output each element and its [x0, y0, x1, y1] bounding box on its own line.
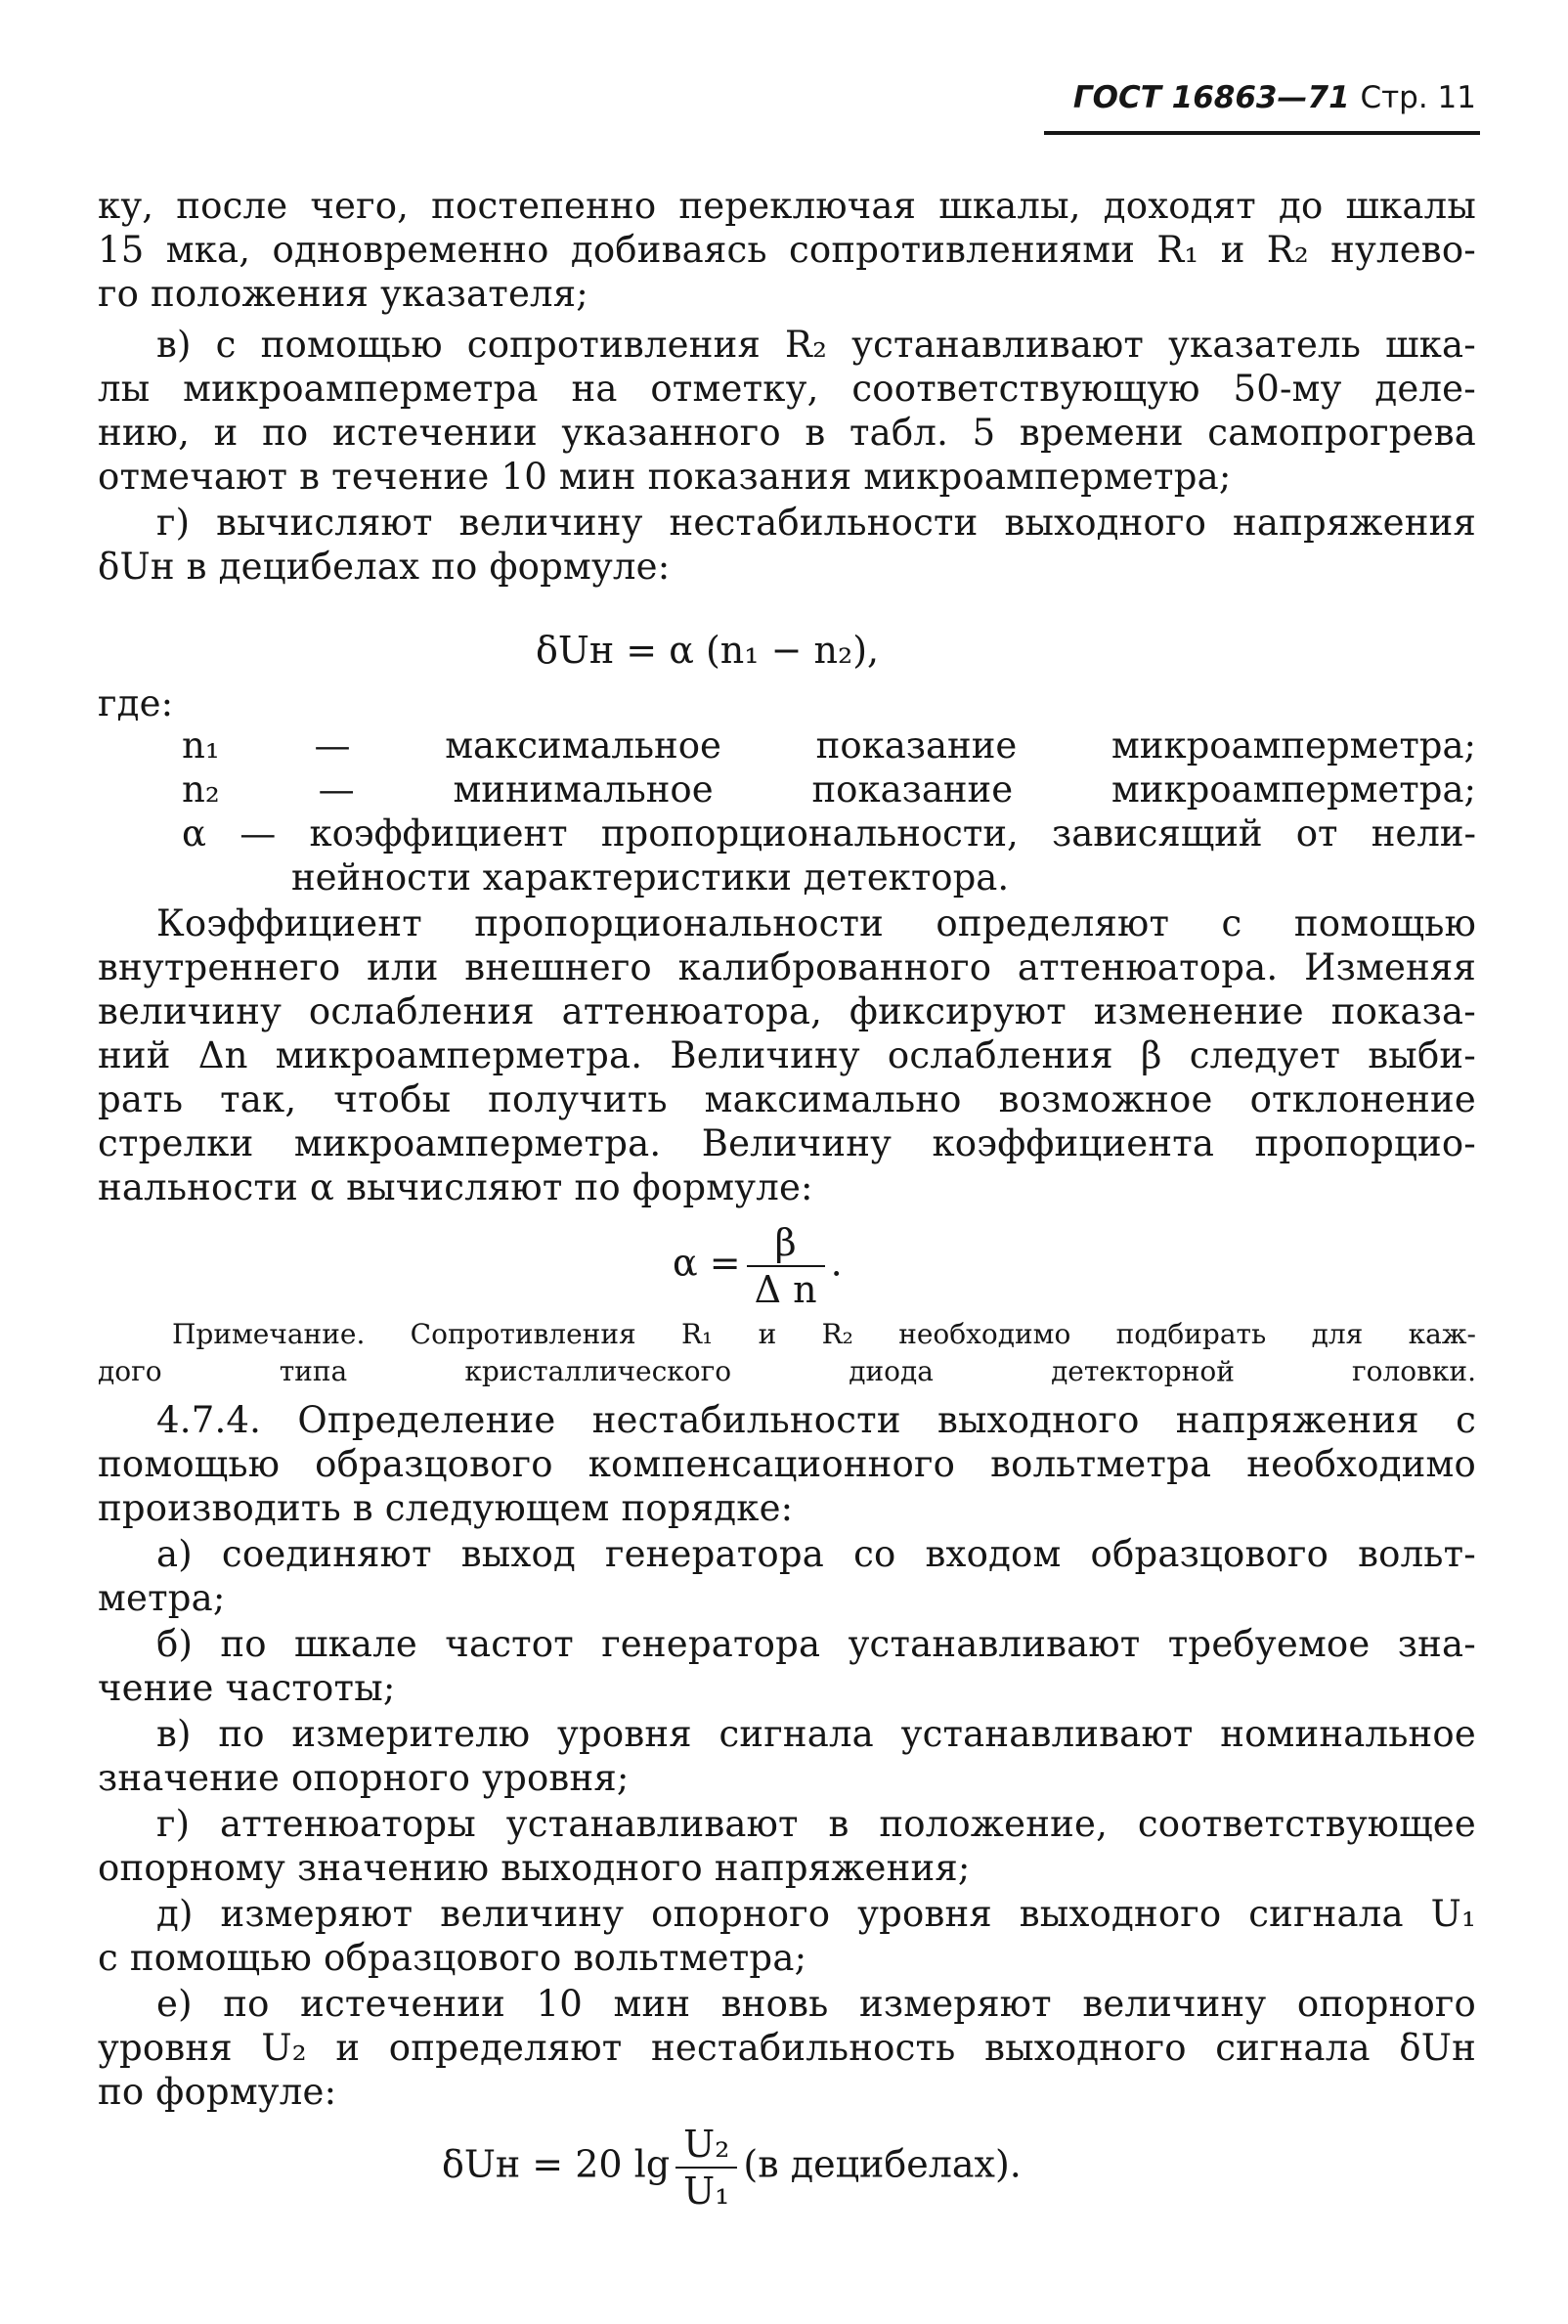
formula-decibels: δUн = 20 lg $\frac{\text{U₂}}{\text{U₁}}$ (в децибелах).: [442, 2123, 1022, 2213]
where-label: где:: [98, 682, 174, 724]
page-number: Стр. 11: [1360, 80, 1476, 115]
fraction: $\frac{\text{U₂}}{\text{U₁}}$: [675, 2122, 737, 2214]
text-line: д) измеряют величину опорного уровня выходного сигнала U₁: [156, 1893, 1476, 1935]
text-line: ку, после чего, постепенно переключая шкалы, доходят до шкалы: [98, 185, 1476, 227]
text-line: г) вычисляют величину нестабильности выходного напряжения: [156, 502, 1476, 544]
text-line: го положения указателя;: [98, 273, 588, 315]
text-line: внутреннего или внешнего калиброванного аттенюатора. Изменяя: [98, 946, 1476, 988]
text-line: в) по измерителю уровня сигнала устанавливают номинальное: [156, 1713, 1476, 1755]
text-line: чение частоты;: [98, 1667, 396, 1709]
text-line: уровня U₂ и определяют нестабильность выходного сигнала δUн: [98, 2027, 1476, 2069]
text-line: Коэффициент пропорциональности определяют с помощью: [156, 902, 1476, 944]
text-line: ний Δn микроамперметра. Величину ослабления β следует выби-: [98, 1034, 1476, 1076]
definition-n2: n₂ — минимальное показание микроамперметра;: [182, 768, 1476, 811]
text-line: с помощью образцового вольтметра;: [98, 1937, 807, 1979]
text-line: б) по шкале частот генератора устанавливают требуемое зна-: [156, 1623, 1476, 1665]
standard-number: ГОСТ 16863—71: [1072, 80, 1350, 115]
text-line: помощью образцового компенсационного вольтметра необходимо: [98, 1443, 1476, 1485]
text-line: рать так, чтобы получить максимально возможное отклонение: [98, 1078, 1476, 1120]
definition-alpha-cont: нейности характеристики детектора.: [291, 856, 1010, 899]
text-line: 15 мка, одновременно добиваясь сопротивлениями R₁ и R₂ нулево-: [98, 229, 1476, 271]
text-line: лы микроамперметра на отметку, соответствующую 50-му деле-: [98, 368, 1476, 410]
text-line: а) соединяют выход генератора со входом образцового вольт-: [156, 1533, 1476, 1575]
text-line: стрелки микроамперметра. Величину коэффициента пропорцио-: [98, 1122, 1476, 1164]
page-header: [1046, 80, 1476, 119]
text-line: е) по истечении 10 мин вновь измеряют величину опорного: [156, 1983, 1476, 2025]
formula-instability: δUн = α (n₁ − n₂),: [536, 629, 880, 672]
note-line: Примечание. Сопротивления R₁ и R₂ необходимо подбирать для каж-: [172, 1318, 1476, 1350]
text-line: г) аттенюаторы устанавливают в положение, соответствующее: [156, 1803, 1476, 1845]
text-line: отмечают в течение 10 мин показания микроамперметра;: [98, 456, 1232, 498]
text-line: метра;: [98, 1577, 226, 1619]
text-line: значение опорного уровня;: [98, 1757, 630, 1799]
definition-n1: n₁ — максимальное показание микроамперметра;: [182, 724, 1476, 767]
note-line: дого типа кристаллического диода детекторной головки.: [98, 1355, 1476, 1387]
text-line: в) с помощью сопротивления R₂ устанавливают указатель шка-: [156, 324, 1476, 366]
header-rule: [1044, 131, 1480, 135]
text-line: нию, и по истечении указанного в табл. 5 времени самопрогрева: [98, 412, 1476, 454]
text-line: по формуле:: [98, 2071, 337, 2113]
text-line: производить в следующем порядке:: [98, 1487, 794, 1529]
text-line: нальности α вычисляют по формуле:: [98, 1166, 813, 1208]
text-line: δUн в децибелах по формуле:: [98, 546, 671, 588]
formula-alpha: α = $\frac{\beta}{\text{Δ n}}$ .: [673, 1221, 843, 1311]
text-line: опорному значению выходного напряжения;: [98, 1847, 971, 1889]
text-line: величину ослабления аттенюатора, фиксируют изменение показа-: [98, 990, 1476, 1032]
fraction: $\frac{\beta}{\text{Δ n}}$: [747, 1220, 825, 1312]
text-line: 4.7.4. Определение нестабильности выходного напряжения с: [156, 1399, 1476, 1441]
definition-alpha: α — коэффициент пропорциональности, зависящий от нели-: [182, 812, 1476, 855]
